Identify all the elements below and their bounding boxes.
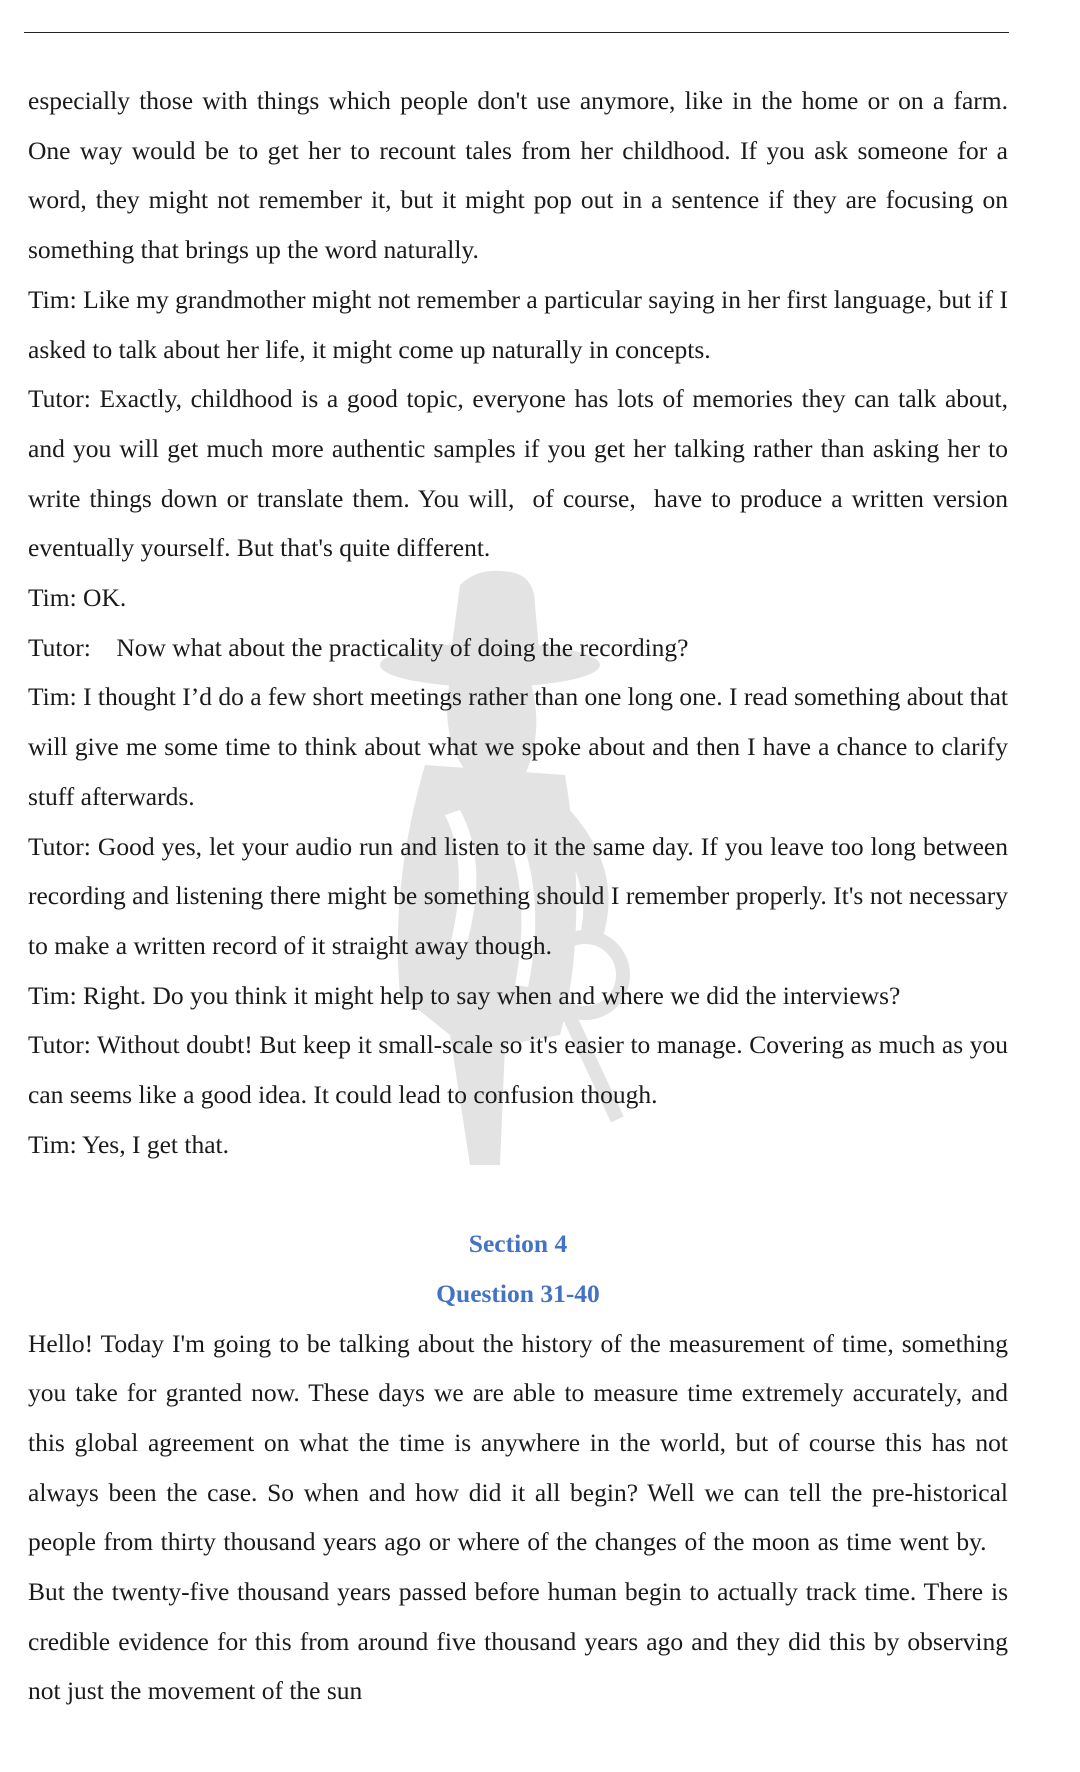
dialogue-line: Tim: OK. (28, 583, 127, 613)
section-title: Section 4 (468, 1229, 568, 1259)
section-subtitle: Question 31-40 (436, 1278, 600, 1308)
dialogue-line: Tutor: Exactly, childhood is a good topic, everyone has lots of memories they can talk about, and you will get much more authentic samples if you get her talking rather than asking her to write things down or translate them. You will, of course, have to produce a written version eventually yourself. But that's quite different. (28, 384, 1008, 563)
dialogue-line: Tim: I thought I’d do a few short meetings rather than one long one. I read something about that will give me some time to think about what we spoke about and then I have a chance to clarify stuff afterwards. (28, 682, 1008, 811)
spacer (28, 1169, 1008, 1219)
dialogue-line: Tim: Like my grandmother might not remember a particular saying in her first language, but if I asked to talk about her life, it might come up naturally in concepts. (28, 284, 1008, 364)
dialogue-line: especially those with things which people don't use anymore, like in the home or on a farm. One way would be to get her to recount tales from her childhood. If you ask someone for a word, they might not remember it, but it might pop out in a sentence if they are focusing on something that brings up the word naturally. (28, 86, 1008, 265)
dialogue-line: Tutor: Now what about the practicality of doing the recording? (28, 632, 689, 662)
document-body (28, 76, 1008, 1716)
header-rule (24, 32, 1009, 33)
dialogue-line: Tutor: Without doubt! But keep it small-scale so it's easier to manage. Covering as much as you can seems like a good idea. It could lead to confusion though. (28, 1030, 1008, 1110)
dialogue-line: Tim: Yes, I get that. (28, 1129, 229, 1159)
dialogue-line: Tutor: Good yes, let your audio run and listen to it the same day. If you leave too long between recording and listening there might be something should I remember properly. It's not necessary to make a written record of it straight away though. (28, 831, 1008, 960)
dialogue-line: Tim: Right. Do you think it might help to say when and where we did the interviews? (28, 980, 901, 1010)
passage-paragraph: Hello! Today I'm going to be talking about the history of the measurement of time, something you take for granted now. These days we are able to measure time extremely accurately, and this global agreement on what the time is anywhere in the world, but of course this has not always been the case. So when and how did it all begin? Well we can tell the pre-historical people from thirty thousand years ago or where of the changes of the moon as time went by. But the twenty-five thousand years passed before human begin to actually track time. There is credible evidence for this from around five thousand years ago and they did this by observing not just the movement of the sun (28, 1328, 1008, 1706)
